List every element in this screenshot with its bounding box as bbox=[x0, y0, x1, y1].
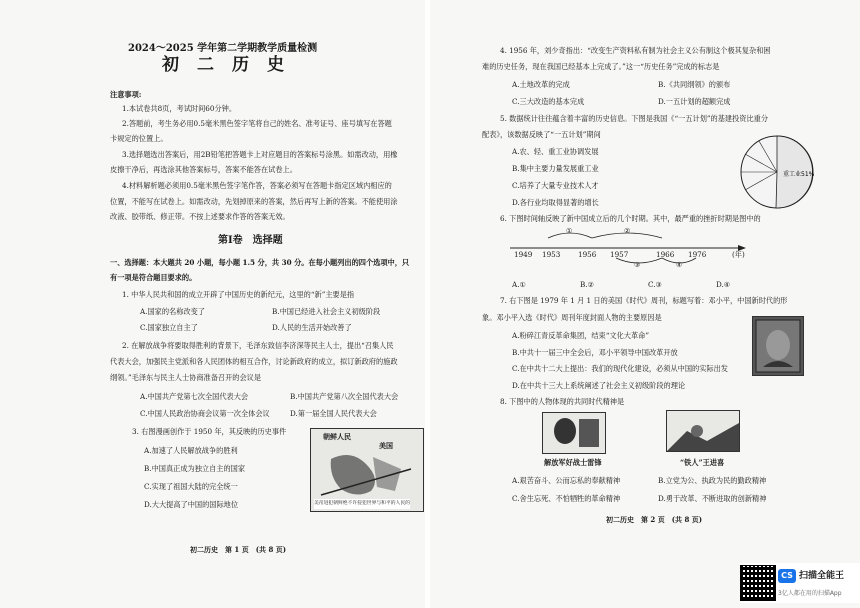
question-3: 3. 右图漫画创作于 1950 年，其反映的历史事件 bbox=[132, 427, 287, 436]
oilfield-drawing bbox=[667, 411, 739, 451]
option: C.三大改造的基本完成 bbox=[512, 97, 585, 106]
option: D.各行业均取得显著的增长 bbox=[512, 198, 599, 207]
camscanner-logo-icon: CS bbox=[778, 569, 796, 583]
time-magazine-cover bbox=[752, 316, 804, 376]
option: A.① bbox=[512, 280, 526, 289]
period-marker: ④ bbox=[676, 260, 683, 269]
question-1: 1. 中华人民共和国的成立开辟了中国历史的新纪元，这里的“新”主要是指 bbox=[122, 290, 355, 299]
option: D.第一届全国人民代表大会 bbox=[290, 409, 377, 418]
notice-line: 卡规定的位置上。 bbox=[110, 134, 168, 143]
question-5: 配表》，该数据反映了“一五计划”期间 bbox=[482, 130, 601, 139]
exam-title: 2024～2025 学年第二学期教学质量检测 bbox=[128, 43, 318, 54]
notice-line: 4.材料解析题必须用0.5毫米黑色签字笔作答，答案必须写在答题卡指定区域内相应的 bbox=[122, 181, 392, 190]
question-7: 象。邓小平入选《时代》周刊年度封面人物的主要原因是 bbox=[482, 313, 662, 322]
cartoon-caption: 美帝进犯朝鲜绝不许侵犯世界与和平的人民的 bbox=[314, 499, 410, 509]
question-8: 8. 下图中的人物体现的共同时代精神是 bbox=[500, 397, 625, 406]
timeline-year: 1966 bbox=[656, 250, 675, 259]
option: D.④ bbox=[716, 280, 731, 289]
app-slogan: 3亿人都在用的扫描App bbox=[778, 590, 842, 597]
option: B.立党为公、执政为民的勤政精神 bbox=[658, 476, 767, 485]
option: A.粉碎江青反革命集团，结束“文化大革命” bbox=[512, 331, 650, 340]
timeline bbox=[510, 228, 750, 278]
question-2: 纲领。”毛泽东与民主人士协商准备召开的会议是 bbox=[110, 373, 262, 382]
scanner-watermark bbox=[740, 563, 860, 603]
app-name: 扫描全能王 bbox=[799, 571, 845, 581]
option: C.在中共十二大上提出：我们的现代化建设，必须从中国的实际出发 bbox=[512, 364, 728, 373]
cartoon-image bbox=[310, 428, 424, 512]
option: A.农、轻、重工业协调发展 bbox=[512, 147, 599, 156]
option: D.在中共十三大上系统阐述了社会主义初级阶段的理论 bbox=[512, 381, 686, 390]
option: A.中国共产党第七次全国代表大会 bbox=[140, 392, 249, 401]
notice-line: 位置，不能写在试卷上。如需改动，先划掉原来的答案，然后再写上新的答案。不能使用涂 bbox=[110, 197, 398, 206]
portrait-drawing bbox=[753, 317, 803, 375]
option: C.③ bbox=[648, 280, 662, 289]
period-marker: ① bbox=[566, 226, 573, 235]
option: B.中国共产党第八次全国代表大会 bbox=[290, 392, 399, 401]
option: A.加速了人民解放战争的胜利 bbox=[144, 446, 238, 455]
question-5: 5. 数据统计往往蕴含着丰富的历史信息。下图是我国《“一五计划”的基建投资比重分 bbox=[500, 114, 769, 123]
option: C.实现了祖国大陆的完全统一 bbox=[144, 482, 238, 491]
option: D.一五计划的超额完成 bbox=[658, 97, 731, 106]
option: B.集中主要力量发展重工业 bbox=[512, 164, 599, 173]
pie-label: 重工业51% bbox=[783, 171, 815, 178]
timeline-year: 1976 bbox=[688, 250, 707, 259]
investment-pie-chart bbox=[715, 132, 827, 212]
woodcut-drawing bbox=[543, 413, 605, 453]
option: D.人民的生活开始改善了 bbox=[272, 323, 352, 332]
cartoon-label: 美国 bbox=[379, 441, 393, 450]
option: B.中国已经进入社会主义初级阶段 bbox=[272, 307, 381, 316]
option: C.舍生忘死、不怕牺牲的革命精神 bbox=[512, 494, 621, 503]
question-4: 4. 1956 年，刘少奇指出：“改变生产资料私有制为社会主义公有制这个极其复杂和困 bbox=[500, 46, 771, 55]
page-footer: 初二历史 第 1 页 (共 8 页) bbox=[190, 545, 287, 554]
notice-line: 2.答题前，考生务必用0.5毫米黑色签字笔将自己的姓名、准考证号、座号填写在答题 bbox=[122, 119, 392, 128]
question-6: 6. 下图时间轴反映了新中国成立后的几个时期。其中，最严重的挫折时期是图中的 bbox=[500, 214, 761, 223]
page-footer: 初二历史 第 2 页 (共 8 页) bbox=[606, 515, 703, 524]
question-2: 代表大会，加强民主党派和各人民团体的相互合作，讨论新政府的成立，拟订新政府的施政 bbox=[110, 357, 398, 366]
option: A.国家的名称改变了 bbox=[140, 307, 205, 316]
subject-title: 初二历史 bbox=[162, 55, 302, 75]
notice-line: 3.选择题选出答案后，用2B铅笔把答题卡上对应题目的答案标号涂黑。如需改动，用橡 bbox=[122, 150, 398, 159]
option: B.中共十一届三中全会后，邓小平领导中国改革开放 bbox=[512, 348, 678, 357]
period-marker: ② bbox=[624, 226, 631, 235]
option: B.中国真正成为独立自主的国家 bbox=[144, 464, 246, 473]
timeline-year: 1957 bbox=[610, 250, 629, 259]
section-heading: 第Ⅰ卷 选择题 bbox=[218, 235, 283, 246]
option: C.国家独立自主了 bbox=[140, 323, 198, 332]
option: C.中国人民政治协商会议第一次全体会议 bbox=[140, 409, 270, 418]
timeline-year: 1956 bbox=[578, 250, 597, 259]
photo-lei-feng bbox=[542, 412, 606, 454]
notice-line: 1.本试卷共8页，考试时间60分钟。 bbox=[122, 104, 237, 113]
photo-caption: “铁人”王进喜 bbox=[680, 458, 725, 467]
notice-line: 皮擦干净后，再选涂其他答案标号，答案不能答在试卷上。 bbox=[110, 165, 297, 174]
period-marker: ③ bbox=[634, 260, 641, 269]
photo-caption: 解放军好战士雷锋 bbox=[544, 458, 602, 467]
timeline-unit: (年) bbox=[732, 250, 745, 259]
choice-instructions: 一、选择题：本大题共 20 小题，每小题 1.5 分，共 30 分。在每小题列出的四个选项中，只 bbox=[110, 258, 410, 267]
timeline-year: 1953 bbox=[542, 250, 561, 259]
qr-code-icon bbox=[740, 565, 776, 601]
question-2: 2. 在解放战争将要取得胜利的背景下，毛泽东致信李济深等民主人士，提出“召集人民 bbox=[122, 341, 394, 350]
question-7: 7. 右下图是 1979 年 1 月 1 日的美国《时代》周刊，标题写着：邓小平，中国新时代的形 bbox=[500, 296, 788, 305]
option: D.勇于改革、不断进取的创新精神 bbox=[658, 494, 767, 503]
option: C.培养了大量专业技术人才 bbox=[512, 181, 599, 190]
option: B.《共同纲领》的颁布 bbox=[658, 80, 731, 89]
exam-page-2 bbox=[430, 0, 860, 608]
option: D.大大提高了中国的国际地位 bbox=[144, 500, 239, 509]
notice-heading: 注意事项: bbox=[110, 90, 142, 99]
option: A.艰苦奋斗、公而忘私的奉献精神 bbox=[512, 476, 621, 485]
option: A.土地改革的完成 bbox=[512, 80, 570, 89]
option: B.② bbox=[580, 280, 595, 289]
notice-line: 改液、胶带纸、修正带。不按上述要求作答的答案无效。 bbox=[110, 212, 290, 221]
question-4: 难的历史任务，现在我国已经基本上完成了。”这一“历史任务”完成的标志是 bbox=[482, 62, 720, 71]
timeline-year: 1949 bbox=[514, 250, 533, 259]
cartoon-label: 朝鲜人民 bbox=[323, 432, 351, 441]
photo-wang-jinxi bbox=[666, 410, 740, 452]
choice-instructions: 有一项是符合题目要求的。 bbox=[110, 273, 197, 282]
exam-page-1 bbox=[0, 0, 425, 608]
